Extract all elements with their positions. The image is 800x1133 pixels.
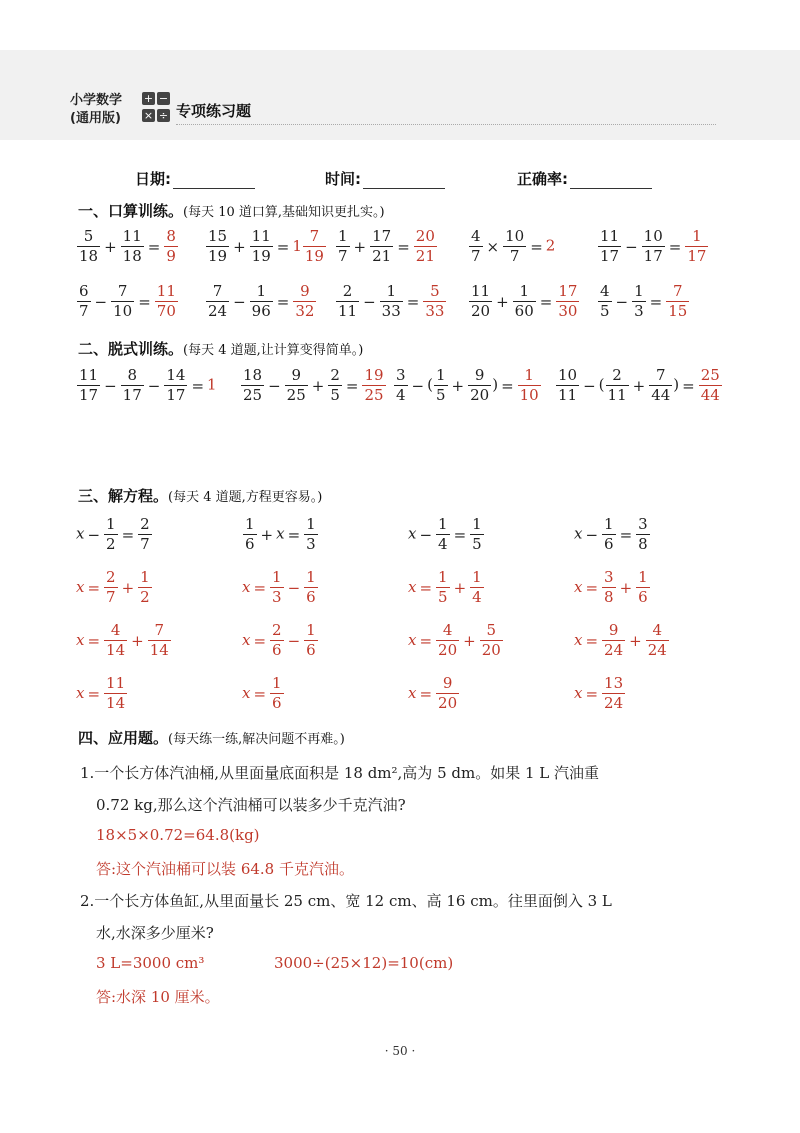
fraction: $\frac{4}{14}$ [106,621,126,659]
fraction: $\frac{2}{11}$ [607,366,627,404]
equation-step: x = $\frac{4}{20}$ + $\frac{5}{20}$ [408,621,501,659]
fraction: $\frac{1}{6}$ [604,515,614,553]
fraction: $\frac{6}{7}$ [79,282,89,320]
fraction: $\frac{9}{20}$ [438,674,458,712]
equation-step: x = $\frac{9}{24}$ + $\frac{4}{24}$ [574,621,667,659]
section-word-problems [78,727,345,748]
step-item: $\frac{11}{17}$ − $\frac{8}{17}$ − $\frac{14}{17}$ = 1 [79,366,217,404]
fraction: $\frac{1}{6}$ [245,515,255,553]
fraction: $\frac{14}{17}$ [166,366,186,404]
oral-item: $\frac{15}{19}$ + $\frac{11}{19}$ = 1 $\frac{7}{19}$ [208,227,324,265]
fraction: $\frac{1}{96}$ [251,282,271,320]
fraction: $\frac{5}{20}$ [481,621,501,659]
problem-1-calc: 18×5×0.72=64.8(kg) [96,826,260,844]
section-note: (每天 10 道口算,基础知识更扎实。) [183,205,385,220]
section-note: (每天 4 道题,方程更容易。) [168,490,323,505]
fraction: $\frac{3}{4}$ [396,366,406,404]
fraction: $\frac{15}{19}$ [208,227,228,265]
fraction: $\frac{7}{19}$ [304,227,324,265]
oral-item: $\frac{11}{20}$ + $\frac{1}{60}$ = $\frac{17}{30}$ [471,282,578,320]
brand-line1: 小学数学 [70,93,123,108]
equation-step: x − $\frac{1}{6}$ = $\frac{3}{8}$ [574,515,648,553]
oral-item: $\frac{7}{24}$ − $\frac{1}{96}$ = $\frac{9}{32}$ [208,282,315,320]
fraction: $\frac{3}{8}$ [604,568,614,606]
problem-2-calc-1: 3 L=3000 cm³ [96,954,205,972]
date-field[interactable] [135,168,255,189]
fraction: $\frac{1}{7}$ [338,227,348,265]
accuracy-blank[interactable] [570,172,652,189]
fraction: $\frac{1}{6}$ [638,568,648,606]
equation-step: $\frac{1}{6}$ + x = $\frac{1}{3}$ [245,515,316,553]
fraction: $\frac{8}{9}$ [166,227,176,265]
fraction: $\frac{8}{17}$ [122,366,142,404]
fraction: $\frac{2}{6}$ [272,621,282,659]
time-blank[interactable] [363,172,445,189]
oral-item: $\frac{1}{7}$ + $\frac{17}{21}$ = $\frac{20}{21}$ [338,227,435,265]
minus-icon: − [158,92,169,105]
step-item: $\frac{10}{11}$ − ( $\frac{2}{11}$ + $\frac{7}{44}$ ) = $\frac{25}{44}$ [558,366,720,404]
fraction: $\frac{11}{14}$ [106,674,126,712]
fraction: $\frac{19}{25}$ [364,366,384,404]
equation-step: x = $\frac{4}{14}$ + $\frac{7}{14}$ [76,621,169,659]
date-blank[interactable] [173,172,255,189]
fraction: $\frac{11}{70}$ [156,282,176,320]
fraction: $\frac{20}{21}$ [415,227,435,265]
fraction: $\frac{4}{20}$ [438,621,458,659]
fraction: $\frac{2}{11}$ [338,282,358,320]
divide-icon: ÷ [158,109,169,122]
oral-item: $\frac{4}{7}$ × $\frac{10}{7}$ = 2 [471,227,556,265]
fraction: $\frac{4}{7}$ [471,227,481,265]
fraction: $\frac{2}{7}$ [140,515,150,553]
equation-step: x = $\frac{2}{7}$ + $\frac{1}{2}$ [76,568,150,606]
fraction: $\frac{1}{4}$ [438,515,448,553]
equation-step: x = $\frac{3}{8}$ + $\frac{1}{6}$ [574,568,648,606]
problem-2-answer: 答:水深 10 厘米。 [96,988,220,1006]
section-equations [78,485,322,506]
oral-item: $\frac{11}{17}$ − $\frac{10}{17}$ = $\frac{1}{17}$ [600,227,707,265]
plus-icon: + [143,92,154,105]
fraction: $\frac{1}{5}$ [438,568,448,606]
fraction: $\frac{4}{5}$ [600,282,610,320]
fraction: $\frac{9}{20}$ [470,366,490,404]
problem-2-calc-2: 3000÷(25×12)=10(cm) [274,954,454,972]
fraction: $\frac{11}{20}$ [471,282,491,320]
fraction: $\frac{1}{33}$ [381,282,401,320]
accuracy-field[interactable] [517,168,652,189]
fraction: $\frac{2}{7}$ [106,568,116,606]
problem-1-text-2: 0.72 kg,那么这个汽油桶可以装多少千克汽油? [96,796,406,814]
section-oral [78,200,385,221]
equation-step: x − $\frac{1}{4}$ = $\frac{1}{5}$ [408,515,482,553]
fraction: $\frac{10}{7}$ [505,227,525,265]
fraction: $\frac{1}{5}$ [435,366,446,404]
time-label: 时间: [325,170,361,188]
fraction: $\frac{25}{44}$ [700,366,720,404]
fraction: $\frac{1}{3}$ [272,568,282,606]
problem-2-text-2: 水,水深多少厘米? [96,924,214,942]
fraction: $\frac{13}{24}$ [604,674,624,712]
equation-step: x = $\frac{1}{5}$ + $\frac{1}{4}$ [408,568,482,606]
header-title: 专项练习题 [176,102,252,120]
fraction: $\frac{7}{14}$ [149,621,169,659]
fraction: $\frac{1}{6}$ [306,621,316,659]
fraction: $\frac{10}{17}$ [643,227,663,265]
oral-item: $\frac{6}{7}$ − $\frac{7}{10}$ = $\frac{11}{70}$ [79,282,176,320]
fraction: $\frac{5}{33}$ [425,282,445,320]
fraction: $\frac{4}{24}$ [647,621,667,659]
times-icon: × [143,109,154,122]
equation-step: x = $\frac{9}{20}$ [408,674,458,712]
fraction: $\frac{1}{60}$ [514,282,534,320]
fraction: $\frac{1}{6}$ [272,674,282,712]
operator-icons [142,92,172,128]
brand [70,92,122,128]
fraction: $\frac{7}{15}$ [668,282,688,320]
equation-step: x = $\frac{11}{14}$ [76,674,126,712]
fraction: $\frac{18}{25}$ [243,366,263,404]
fraction: $\frac{1}{3}$ [634,282,644,320]
fraction: $\frac{17}{21}$ [372,227,392,265]
oral-item: $\frac{4}{5}$ − $\frac{1}{3}$ = $\frac{7}{15}$ [600,282,688,320]
fraction: $\frac{7}{24}$ [208,282,228,320]
equation-step: x − $\frac{1}{2}$ = $\frac{2}{7}$ [76,515,150,553]
section-note: (每天 4 道题,让计算变得简单。) [183,343,364,358]
section-title: 三、解方程。 [78,487,169,505]
fraction: $\frac{1}{6}$ [306,568,316,606]
oral-item: $\frac{2}{11}$ − $\frac{1}{33}$ = $\frac{5}{33}$ [338,282,445,320]
step-item: $\frac{18}{25}$ − $\frac{9}{25}$ + $\frac{2}{5}$ = $\frac{19}{25}$ [243,366,384,404]
fraction: $\frac{9}{25}$ [286,366,306,404]
section-step [78,338,363,359]
fraction: $\frac{5}{18}$ [79,227,99,265]
fraction: $\frac{11}{17}$ [600,227,620,265]
fraction: $\frac{3}{8}$ [638,515,648,553]
equation-step: x = $\frac{1}{6}$ [242,674,282,712]
fraction: $\frac{7}{10}$ [113,282,133,320]
fraction: $\frac{1}{4}$ [472,568,482,606]
fraction: $\frac{11}{19}$ [251,227,271,265]
section-title: 一、口算训练。 [78,202,184,220]
brand-line2: (通用版) [70,111,121,126]
fraction: $\frac{1}{2}$ [140,568,150,606]
fraction: $\frac{9}{32}$ [295,282,315,320]
fraction: $\frac{1}{10}$ [519,366,539,404]
section-title: 二、脱式训练。 [78,340,184,358]
oral-item: $\frac{5}{18}$ + $\frac{11}{18}$ = $\frac{8}{9}$ [79,227,176,265]
fraction: $\frac{1}{2}$ [106,515,116,553]
section-title: 四、应用题。 [78,729,169,747]
problem-1-answer: 答:这个汽油桶可以装 64.8 千克汽油。 [96,860,354,878]
accuracy-label: 正确率: [517,170,568,188]
fraction: $\frac{11}{17}$ [79,366,99,404]
fraction: $\frac{11}{18}$ [122,227,142,265]
fraction: $\frac{1}{5}$ [472,515,482,553]
header-rule [176,124,716,125]
section-note: (每天练一练,解决问题不再难。) [168,732,345,747]
equation-step: x = $\frac{13}{24}$ [574,674,624,712]
equation-step: x = $\frac{2}{6}$ − $\frac{1}{6}$ [242,621,316,659]
problem-1-text: 1.一个长方体汽油桶,从里面量底面积是 18 dm²,高为 5 dm。如果 1 L 汽油重 [80,764,600,782]
problem-2-text: 2.一个长方体鱼缸,从里面量长 25 cm、宽 12 cm、高 16 cm。往里面倒入 3 L [80,892,612,910]
date-label: 日期: [135,170,171,188]
fraction: $\frac{2}{5}$ [330,366,340,404]
fraction: $\frac{7}{44}$ [651,366,671,404]
fraction: $\frac{1}{17}$ [687,227,707,265]
fraction: $\frac{17}{30}$ [558,282,578,320]
fraction: $\frac{1}{3}$ [306,515,316,553]
fraction: $\frac{10}{11}$ [558,366,578,404]
equation-step: x = $\frac{1}{3}$ − $\frac{1}{6}$ [242,568,316,606]
fraction: $\frac{9}{24}$ [604,621,624,659]
step-item: $\frac{3}{4}$ − ( $\frac{1}{5}$ + $\frac{9}{20}$ ) = $\frac{1}{10}$ [396,366,539,404]
page-number: · 50 · [384,1044,416,1058]
time-field[interactable] [325,168,445,189]
